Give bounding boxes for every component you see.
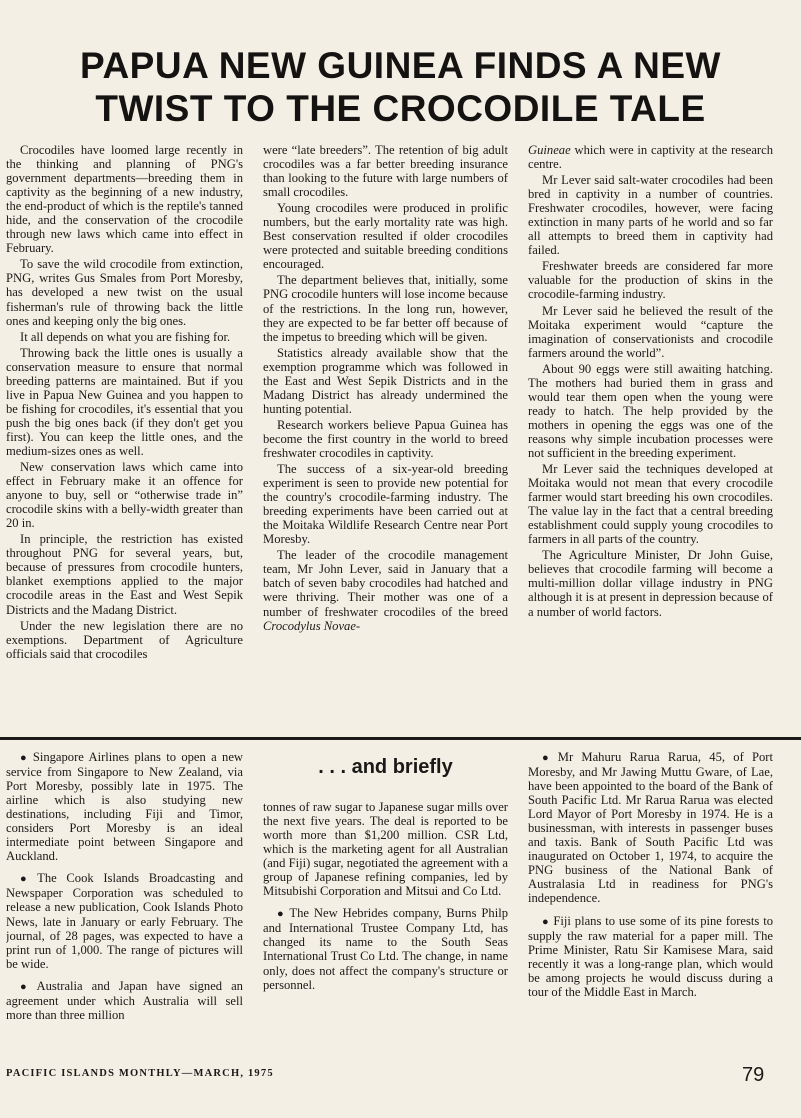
- paragraph: To save the wild crocodile from extinction, PNG, writes Gus Smales from Port Moresby, has developed a new twist on the usual fisherman's rule of throwing back the little ones and keeping only the big ones.: [6, 257, 243, 328]
- paragraph: Mr Lever said the techniques developed at Moitaka would not mean that every crocodile farmer would start breeding his own crocodiles. The value lay in the fact that a central breeding establishment could supply young crocodiles to farmers in all parts of the country.: [528, 462, 773, 547]
- paragraph: In principle, the restriction has existed throughout PNG for several years, but, because of pressures from crocodile hunters, blanket exemptions applied to the major crocodile areas in the East and West Sepik Districts and the Madang District.: [6, 532, 243, 617]
- briefly-column-1: [6, 750, 243, 1065]
- paragraph: The success of a six-year-old breeding experiment is seen to provide new potential for the country's crocodile-farming industry. The breeding experiments have been carried out at the Moitaka Wildlife Research Centre near Port Moresby.: [263, 462, 508, 547]
- article-column-3: [528, 143, 773, 729]
- publication-footer: PACIFIC ISLANDS MONTHLY—MARCH, 1975: [6, 1068, 274, 1079]
- paragraph: Throwing back the little ones is usually a conservation measure to ensure that normal breeding patterns are maintained. But if you live in Papua New Guinea and you happen to be fishing for crocodiles, it's essential that you push the big ones back (if they don't get you first). You can keep the little ones, and the medium-sizes ones as well.: [6, 345, 243, 458]
- species-name: Crocodylus Novae-: [263, 618, 361, 633]
- news-item-text: The Cook Islands Broadcasting and Newspaper Corporation was scheduled to release a new publication, Cook Islands Photo News, late in January or early February. The journal, of 28 pages, was expected to have a print run of 1,000. The range of pictures will be wide.: [6, 871, 243, 971]
- paragraph: Mr Lever said he believed the result of the Moitaka experiment would “capture the imagination of conservationists and crocodile farmers around the world”.: [528, 303, 773, 360]
- article-column-2: [263, 143, 508, 729]
- paragraph: The department believes that, initially, some PNG crocodile hunters will lose income because of the restrictions. In the long run, however, they are expected to be far better off because of the impetus to breeding which will be given.: [263, 273, 508, 344]
- paragraph: It all depends on what you are fishing for.: [20, 329, 231, 344]
- headline-line-1: PAPUA NEW GUINEA FINDS A NEW: [80, 45, 721, 86]
- paragraph-text: The leader of the crocodile management team, Mr John Lever, said in January that a batch of seven baby crocodiles had hatched and were thriving. Their mother was one of a number of freshwater crocodiles of the breed: [263, 548, 508, 619]
- paragraph: were “late breeders”. The retention of big adult crocodiles was a far better breeding insurance than looking to the future with large numbers of small crocodiles.: [263, 143, 508, 200]
- news-item-continued: tonnes of raw sugar to Japanese sugar mills over the next five years. The deal is reported to be worth more than $1,200 million. CSR Ltd, which is the marketing agent for all Australian (and Fiji) sugar, negotiated the agreement with a group of Japanese refining companies, led by Mitsubishi Corporation and Mitsui and Co Ltd.: [263, 800, 508, 899]
- bullet-icon: ●: [277, 908, 286, 921]
- article-headline: [0, 44, 801, 130]
- paragraph: Research workers believe Papua Guinea has become the first country in the world to breed freshwater crocodiles in captivity.: [263, 417, 508, 460]
- bullet-icon: ●: [20, 873, 34, 886]
- paragraph: Crocodiles have loomed large recently in the thinking and planning of PNG's government departments—breeding them in captivity as the beginning of a new industry, the end-product of which is the reptile's tanned hide, and the conservation of the crocodile through new laws which came into effect in February.: [6, 143, 243, 256]
- species-name: Guineae: [528, 143, 571, 157]
- paragraph: New conservation laws which came into effect in February make it an offence for anyone to buy, sell or “otherwise trade in” crocodile skins with a belly-width greater than 20 in.: [6, 460, 243, 531]
- bullet-icon: ●: [542, 915, 550, 928]
- paragraph: Statistics already available show that the exemption programme which was followed in the East and West Sepik Districts and in the Madang District has already undermined the hunting potential.: [263, 345, 508, 416]
- paragraph: About 90 eggs were still awaiting hatching. The mothers had buried them in grass and would tear them open when the young were ready to hatch. The help provided by the mothers in opening the eggs was one of the reasons why simple incubation processes were not sufficient in the breeding experiment.: [528, 361, 773, 460]
- bullet-icon: ●: [20, 980, 33, 993]
- news-item-text: Fiji plans to use some of its pine forests to supply the raw material for a paper mill. The Prime Minister, Ratu Sir Kamisese Mara, said recently it was a long-range plan, which would be among projects he would discuss during a tour of the Middle East in March.: [528, 913, 773, 999]
- paragraph: The Agriculture Minister, Dr John Guise, believes that crocodile farming will become a multi-million dollar village industry in PNG although it is at present in depression because of a number of world factors.: [528, 548, 773, 619]
- paragraph: [528, 143, 773, 171]
- article-column-1: [6, 143, 243, 729]
- paragraph: [263, 548, 508, 632]
- bullet-icon: ●: [542, 752, 554, 764]
- briefly-heading: . . . and briefly: [318, 756, 453, 778]
- section-divider: [0, 737, 801, 740]
- news-item-text: Australia and Japan have signed an agreement under which Australia will sell more than three million: [6, 978, 243, 1022]
- page-number: 79: [742, 1064, 765, 1086]
- headline-line-2: TWIST TO THE CROCODILE TALE: [95, 88, 706, 129]
- paragraph: Mr Lever said salt-water crocodiles had been bred in captivity in a number of countries. Freshwater crocodiles, however, were facing extinction in many parts of he world and so far all attempts to breed them in captivity had failed.: [528, 173, 773, 258]
- paragraph: Under the new legislation there are no exemptions. Department of Agriculture officials said that crocodiles: [6, 618, 243, 661]
- briefly-column-2: [263, 800, 508, 1065]
- news-item: [263, 906, 508, 991]
- news-item: [528, 750, 773, 906]
- news-item-text: Singapore Airlines plans to open a new service from Singapore to New Zealand, via Port Moresby, possibly late in 1975. The airline which is also studying new destinations, including Fiji and Timor, considers Port Moresby is an ideal intermediate point between Singapore and Auckland.: [6, 750, 243, 864]
- news-item: [528, 914, 773, 999]
- paragraph: Young crocodiles were produced in prolific numbers, but the early mortality rate was high. Best conservation resulted if older crocodiles were protected and suitable breeding conditions encouraged.: [263, 201, 508, 272]
- news-item-text: The New Hebrides company, Burns Philp and International Trustee Company Ltd, has changed its name to the South Seas International Trust Co Ltd. The change, in name only, does not affect the company's structure or personnel.: [263, 906, 508, 992]
- paragraph: Freshwater breeds are considered far more valuable for the production of skins in the crocodile-farming industry.: [528, 259, 773, 302]
- news-item: [6, 979, 243, 1022]
- news-item-text: Mr Mahuru Rarua Rarua, 45, of Port Moresby, and Mr Jawing Muttu Gware, of Lae, have been appointed to the board of the Bank of South Pacific Ltd. Mr Rarua Rarua was elected Lord Mayor of Port Moresby in 1974. He is a businessman, with interests in passenger buses and taxis. Bank of South Pacific Ltd was inaugurated on October 1, 1974, to acquire the PNG business of the National Bank of Australasia Ltd in readiness for PNG's independence.: [528, 750, 773, 906]
- paragraph-text: which were in captivity at the research centre.: [528, 143, 773, 172]
- briefly-column-3: [528, 750, 773, 1065]
- news-item: [6, 750, 243, 863]
- news-item: [6, 871, 243, 970]
- bullet-icon: ●: [20, 752, 29, 764]
